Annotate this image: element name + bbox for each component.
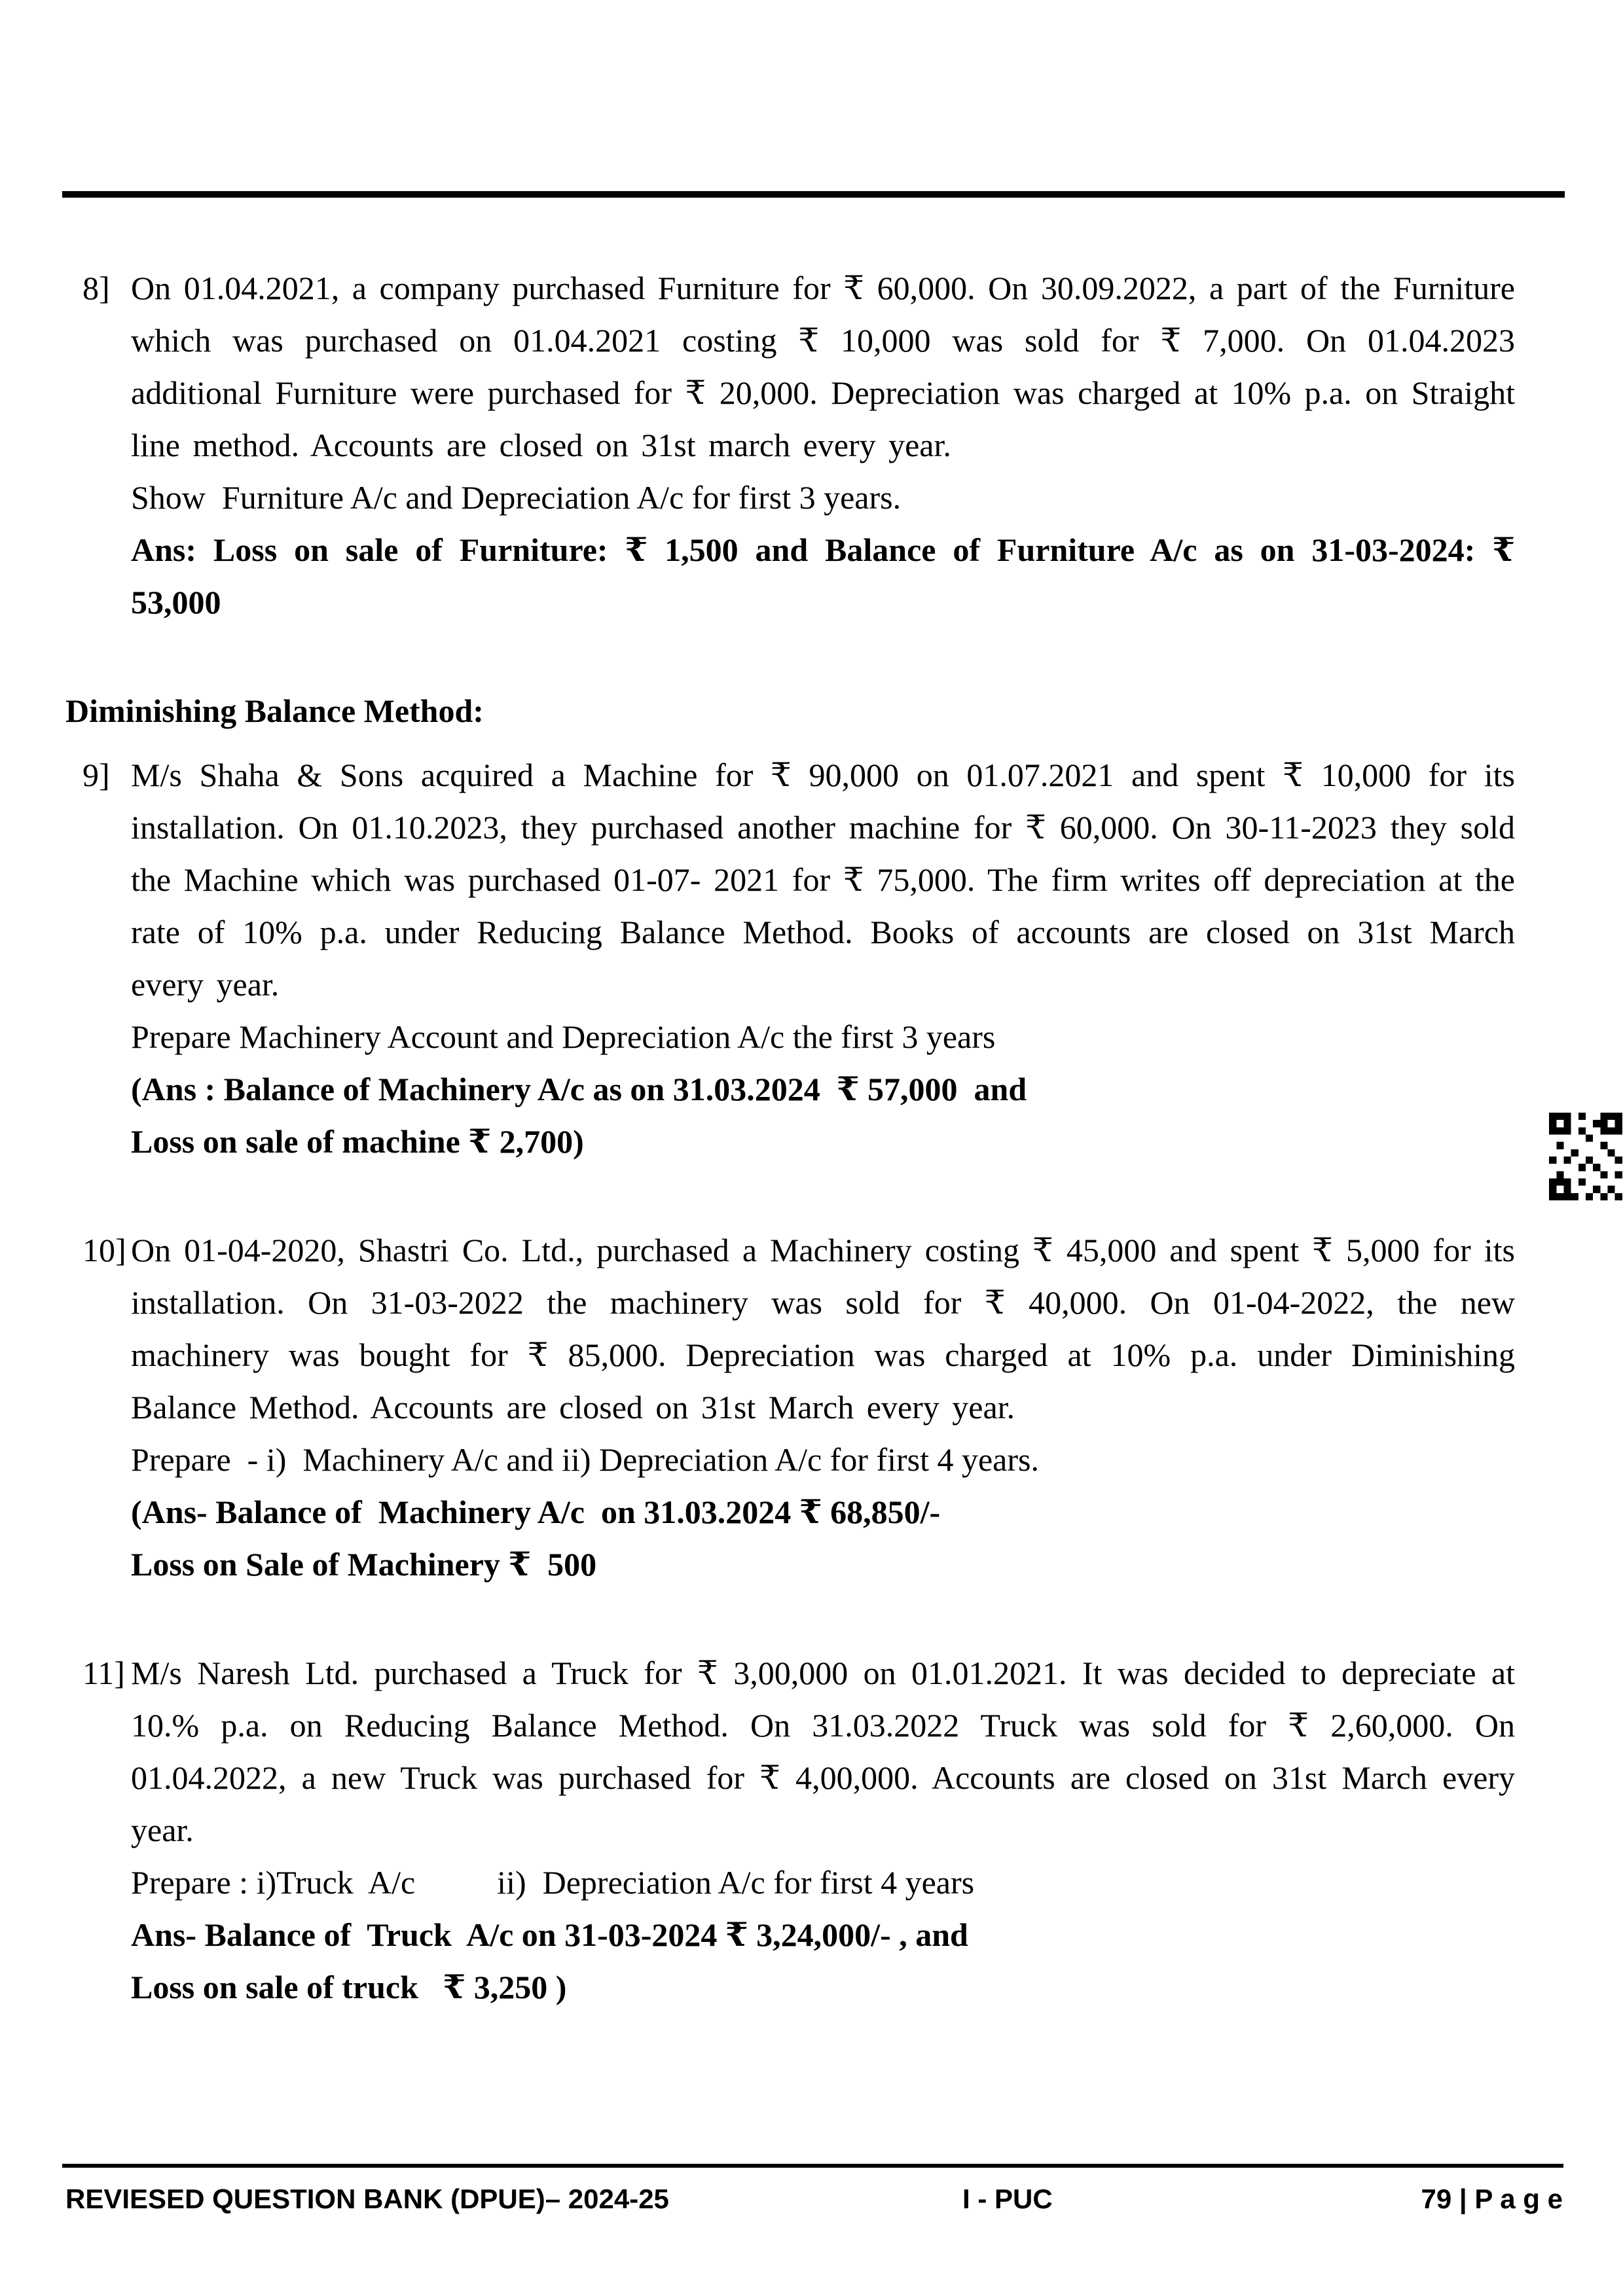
question-8-text: On 01.04.2021, a company purchased Furniture for ₹ 60,000. On 30.09.2022, a part of the Furniture which was purchased on 01.04.2021 costing ₹ 10,000 was sold for ₹ 7,000. On 01.04.2023 additional Furniture were purchased for ₹ 20,000. Depreciation was charged at 10% p.a. on Straight line method. Accounts are closed on 31st march every year. bbox=[131, 270, 1515, 463]
footer-course-label: I - PUC bbox=[962, 2183, 1053, 2214]
question-10-instruction: Prepare - i) Machinery A/c and ii) Depreciation A/c for first 4 years. bbox=[131, 1441, 1039, 1478]
question-8-number: 8] bbox=[82, 270, 110, 306]
question-11 bbox=[65, 1647, 1515, 2013]
qr-code bbox=[1548, 1113, 1623, 1200]
question-8 bbox=[65, 262, 1515, 628]
footer-divider bbox=[62, 2164, 1563, 2168]
page-content bbox=[65, 262, 1515, 2070]
question-10-body bbox=[131, 1224, 1515, 1590]
question-10 bbox=[65, 1224, 1515, 1590]
question-11-answer-line-2: Loss on sale of truck ₹ 3,250 ) bbox=[131, 1969, 567, 2005]
question-10-text: On 01-04-2020, Shastri Co. Ltd., purchased a Machinery costing ₹ 45,000 and spent ₹ 5,000 for its installation. On 31-03-2022 the machinery was sold for ₹ 40,000. On 01-04-2022, the new machinery was bought for ₹ 85,000. Depreciation was charged at 10% p.a. under Diminishing Balance Method. Accounts are closed on 31st March every year. bbox=[131, 1232, 1515, 1426]
question-9-instruction: Prepare Machinery Account and Depreciation A/c the first 3 years bbox=[131, 1018, 996, 1055]
question-11-number: 11] bbox=[82, 1655, 125, 1691]
question-10-answer-line-1: (Ans- Balance of Machinery A/c on 31.03.2024 ₹ 68,850/- bbox=[131, 1494, 941, 1530]
question-11-instruction: Prepare : i)Truck A/c ii) Depreciation A/c for first 4 years bbox=[131, 1864, 975, 1901]
question-11-answer-line-1: Ans- Balance of Truck A/c on 31-03-2024 ₹ 3,24,000/- , and bbox=[131, 1916, 968, 1953]
question-9-number: 9] bbox=[82, 757, 110, 793]
footer-question-bank-label: REVIESED QUESTION BANK (DPUE)– 2024-25 bbox=[65, 2183, 669, 2214]
question-8-instruction: Show Furniture A/c and Depreciation A/c for first 3 years. bbox=[131, 479, 902, 516]
question-9-answer-line-1: (Ans : Balance of Machinery A/c as on 31.03.2024 ₹ 57,000 and bbox=[131, 1071, 1027, 1107]
section-heading-diminishing-balance: Diminishing Balance Method: bbox=[65, 692, 484, 729]
footer-page-number: 79 | P a g e bbox=[1421, 2183, 1563, 2214]
question-8-body bbox=[131, 262, 1515, 628]
question-10-answer-line-2: Loss on Sale of Machinery ₹ 500 bbox=[131, 1546, 597, 1583]
question-11-body bbox=[131, 1647, 1515, 2013]
question-9-answer-line-2: Loss on sale of machine ₹ 2,700) bbox=[131, 1123, 584, 1160]
question-10-number: 10] bbox=[82, 1232, 126, 1268]
question-9 bbox=[65, 749, 1515, 1168]
question-9-text: M/s Shaha & Sons acquired a Machine for ₹ 90,000 on 01.07.2021 and spent ₹ 10,000 for its installation. On 01.10.2023, they purchased another machine for ₹ 60,000. On 30-11-2023 they sold the Machine which was purchased 01-07- 2021 for ₹ 75,000. The firm writes off depreciation at the rate of 10% p.a. under Reducing Balance Method. Books of accounts are closed on 31st March every year. bbox=[131, 757, 1515, 1003]
question-8-answer: Ans: Loss on sale of Furniture: ₹ 1,500 and Balance of Furniture A/c as on 31-03-2024: ₹ 53,000 bbox=[131, 531, 1515, 620]
top-divider bbox=[62, 191, 1565, 198]
question-9-body bbox=[131, 749, 1515, 1168]
question-11-text: M/s Naresh Ltd. purchased a Truck for ₹ 3,00,000 on 01.01.2021. It was decided to depreciate at 10.% p.a. on Reducing Balance Method. On 31.03.2022 Truck was sold for ₹ 2,60,000. On 01.04.2022, a new Truck was purchased for ₹ 4,00,000. Accounts are closed on 31st March every year. bbox=[131, 1655, 1515, 1848]
